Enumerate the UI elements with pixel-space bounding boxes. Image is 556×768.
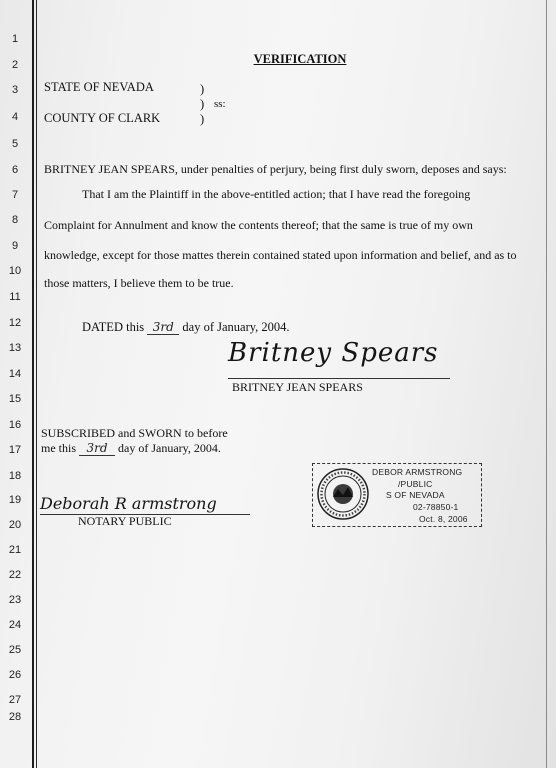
dated-suffix: day of January, 2004. — [182, 320, 290, 334]
body-line-11: those matters, I believe them to be true. — [44, 276, 234, 290]
stamp-line-3: S OF NEVADA — [386, 490, 445, 500]
stamp-line-4: 02-78850-1 — [413, 502, 459, 512]
line-number: 11 — [9, 291, 21, 303]
body-line-8: Complaint for Annulment and know the contents thereof; that the same is true of my own — [44, 218, 473, 232]
stamp-line-5: Oct. 8, 2006 — [419, 514, 468, 524]
line-number: 12 — [8, 317, 22, 329]
body-line-6: BRITNEY JEAN SPEARS, under penalties of perjury, being first duly sworn, deposes and says: — [44, 162, 507, 176]
jurat-line-1: SUBSCRIBED and SWORN to before — [41, 426, 228, 440]
jurat-line-2 — [41, 441, 221, 456]
line-number: 3 — [11, 84, 19, 96]
dated-day: 3rd — [147, 320, 179, 335]
dated-line — [82, 320, 290, 335]
jurat-prefix: me this — [41, 441, 76, 455]
line-number: 13 — [8, 342, 22, 354]
notary-signature: Deborah R armstrong — [40, 494, 217, 513]
line-number: 18 — [8, 470, 22, 482]
venue-state: STATE OF NEVADA — [44, 80, 154, 94]
line-number: 19 — [8, 494, 22, 506]
line-number: 20 — [8, 519, 22, 531]
line-number: 4 — [11, 111, 19, 123]
venue-paren-1: ) — [200, 82, 205, 96]
line-number: 23 — [8, 594, 22, 606]
line-number: 15 — [8, 393, 22, 405]
stamp-line-1: DEBOR ARMSTRONG — [372, 467, 463, 477]
dated-prefix: DATED this — [82, 320, 145, 334]
line-number: 7 — [11, 189, 19, 201]
line-number: 6 — [11, 164, 19, 176]
line-number: 25 — [8, 644, 22, 656]
line-number: 14 — [8, 368, 22, 380]
stamp-line-2: /PUBLIC — [398, 479, 433, 489]
plaintiff-signature-line — [228, 378, 450, 379]
line-number: 2 — [11, 59, 19, 71]
line-number: 28 — [8, 711, 22, 723]
venue-paren-2: ) — [200, 97, 205, 111]
line-number: 21 — [8, 544, 22, 556]
line-number: 17 — [8, 444, 22, 456]
body-line-7: That I am the Plaintiff in the above-entitled action; that I have read the foregoing — [82, 187, 471, 201]
document-title: VERIFICATION — [253, 52, 347, 66]
jurat-suffix: day of January, 2004. — [118, 441, 221, 455]
line-number: 10 — [8, 265, 22, 277]
right-margin-rule — [546, 0, 547, 768]
body-line-9: knowledge, except for those mattes therein contained stated upon information and belief, and as to — [44, 248, 517, 262]
jurat-day: 3rd — [79, 441, 115, 456]
line-number: 1 — [11, 33, 19, 45]
notary-label: NOTARY PUBLIC — [78, 514, 172, 528]
venue-paren-3: ) — [200, 112, 205, 126]
line-number: 27 — [8, 694, 22, 706]
line-number: 22 — [8, 569, 22, 581]
line-number: 24 — [8, 619, 22, 631]
venue-ss: ss: — [214, 98, 226, 110]
line-number: 5 — [11, 138, 19, 150]
plaintiff-signature: Britney Spears — [228, 338, 439, 368]
nevada-seal-icon — [316, 467, 370, 521]
venue-county: COUNTY OF CLARK — [44, 111, 161, 125]
left-margin-rule-inner — [36, 0, 37, 768]
left-margin-rule — [32, 0, 34, 768]
line-number: 8 — [11, 214, 19, 226]
plaintiff-printed-name: BRITNEY JEAN SPEARS — [232, 380, 363, 394]
line-number: 26 — [8, 669, 22, 681]
line-number: 16 — [8, 419, 22, 431]
line-number: 9 — [11, 240, 19, 252]
